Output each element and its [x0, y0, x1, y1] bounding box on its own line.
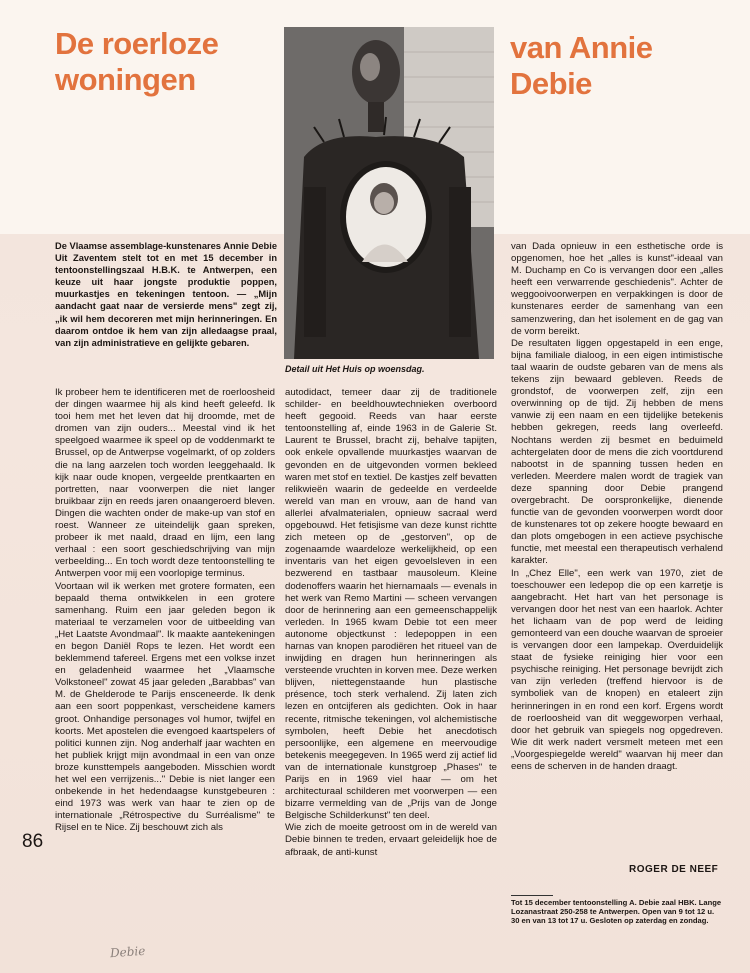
author-name: ROGER DE NEEF	[629, 864, 719, 875]
page-number: 86	[22, 831, 44, 852]
footnote-divider	[511, 895, 553, 896]
handwritten-signature: Debie	[109, 943, 146, 961]
text-column-3	[511, 241, 723, 773]
paragraph: Voortaan wil ik werken met grotere formaten, een bepaald thema ontwikkelen in een grotere samenhang. Ruim een jaar geleden begon ik materiaal te verzamelen voor de uitbeelding van „Het Laatste Avondmaal". Ik maakte aantekeningen en begon Daniël Rops te lezen. Het wordt een beklemmend tafereel. Ergens met een volkse inzet en geladenheid waarmee het „Vlaamsche Volkstoneel" zowat 45 jaar geleden „Barabbas" van M. de Ghelderode te Parijs ensceneerde. Ik denk aan een soort poppenkast, verscheidene kamers groot. Onhandige personages vol humor, twijfel en koorts. Met apostelen die evengoed kaartspelers of politici kunnen zijn. Nog anderhalf jaar wachten en het publiek krijgt mijn avondmaal in een van onze broze kunsttempels aangeboden. Misschien wordt het wel een verrijzenis..." Debie is niet langer een onbekende in het hedendaagse kunstgebeuren : eind 1973 was werk van haar te zien op de internationale „Rétrospective du Surréalisme" te Rijsel en te Nice. Zij beschouwt zich als	[55, 580, 275, 834]
artwork-photo	[284, 27, 494, 359]
text-column-2	[285, 387, 497, 859]
artwork-illustration	[284, 27, 494, 359]
text-column-1	[55, 387, 275, 834]
title-right: van Annie Debie	[510, 30, 653, 101]
footnote: Tot 15 december tentoonstelling A. Debie zaal HBK. Lange Lozanastraat 250-258 te Antwerpen. Open van 9 tot 12 u. 30 en van 13 tot 17 u. Gesloten op zaterdag en zondag.	[511, 898, 722, 926]
intro-paragraph: De Vlaamse assemblage-kunstenares Annie Debie Uit Zaventem stelt tot en met 15 december in tentoonstellingszaal H.B.K. te Antwerpen, een keuze uit haar jongste produktie poppen, muurkastjes en tekeningen tentoon. — „Mijn aandacht gaat naar de versierde mens" zegt zij, „ik wil hem decoreren met mijn herinneringen. En daarom ontdoe ik hem van zijn alledaagse praal, van zijn administratieve en gelijkte gebaren.	[55, 241, 277, 348]
paragraph: Ik probeer hem te identificeren met de roerloosheid der dingen waarmee hij als kind heeft geleefd. Ik tooi hem met het leven dat hij droomde, met de dromen van zijn ouders... Meestal vind ik het speelgoed waarmee ik speel op de voddenmarkt te Brussel, op de Antwerpse vogelmarkt, of op zolders die na lang aarzelen toch worden leeggehaald. Ik kijk naar oude knopen, vergeelde prentkaarten en portretten, naar voorwerpen die niet langer bruikbaar zijn en reeds jaren onaangeroerd bleven. Dingen die wachten onder de make-up van stof en roest. Wanneer ze uiteindelijk gaan spreken, probeer ik met naald, draad en lijm, een lang verhaal : een soort geschiedschrijving van mijn verbeelding... En toch wordt deze tentoonstelling te Antwerpen voor mij een voorlopige terminus.	[55, 387, 275, 580]
title-left: De roerloze woningen	[55, 26, 219, 97]
paragraph: In „Chez Elle", een werk van 1970, ziet de toeschouwer een ledepop die op een karretje is aangebracht. Het hart van het personage is vervangen door het nest van een haarlok. Achter het lichaam van de pop werd de leiding gemonteerd van een douche waarvan de sproeier is vervangen door een lampekap. Overduidelijk staat de fysieke reiniging hier voor een psychische reiniging. Het personage bevrijdt zich van zijn verleden (treffend hiervoor is de symboliek van de knopen) en etaleert zijn herinneringen in en rond een korf. Ergens wordt de roerloosheid van dit weggeworpen verhaal, door het gebruik van spiegels nog opgedreven. Wie dit werk nadert versmelt meteen met een „Voorgespiegelde wereld" waarvan hij meer dan eens de scherven in de handen draagt.	[511, 567, 723, 773]
paragraph: autodidact, temeer daar zij de traditionele schilder- en beeldhouwtechnieken overboord heeft gegooid. Reeds van haar eerste tentoonstelling af, einde 1963 in de Galerie St. Laurent te Brussel, bracht zij, behalve tapijten, ook enkele opvallende muurkastjes waarvan de gevonden en de uitgevonden vormen bekleed waren met stof en textiel. De kastjes zelf bevatten relikwieën waarin de gedeelde en verdeelde wereld van man en vrouw, aan de hand van allerlei afvalmaterialen, opnieuw sacraal werd opgebouwd. Het fetisjisme van deze kunst richtte zich meteen op de „gestorven", op de zogenaamde waardeloze werkelijkheid, op een inventaris van het eigen gevoelsleven in een bezwerend en tastbaar mausoleum. Kleine dodenoffers waarin het hiernamaals — evenals in het werk van Remo Martini — scheen vervangen door de herinnering aan een gemeenschappelijk verleden. In 1965 kwam Debie tot een meer autonome objectkunst : ledepoppen in een harnas van knopen parodiëren het ritueel van de inwijding en dragen hun herinneringen als versteende vruchten in korven mee. Deze werken blijven, niettegenstaande hun plastische présence, toch sterk verhalend. Zij laten zich lezen en ontcijferen als gedichten. Ook in haar recente, ritmische tekeningen, vol alchemistische symbolen, heeft Debie het anecdotisch persoonlijke, een algemene en meervoudige betekenis meegegeven. In 1965 werd zij actief lid van de internationale kunstgroep „Phases" te Parijs en in 1969 viel haar — om het architecturaal schilderen met voorwerpen — een bizarre vermelding van de „Prijs van de Jonge Belgische Schilderkunst" ten deel.	[285, 387, 497, 822]
paragraph: van Dada opnieuw in een esthetische orde is opgenomen, hoe het „alles is kunst"-ideaal van M. Duchamp en Co is vervangen door een „alles heeft een verwarrende geschiedenis". Achter de weggooivoorwerpen en verpakkingen is door de kunstenares eerder de samenhang van een samenzwering, dan het isolement en de gag van de vorm bereikt.	[511, 241, 723, 337]
paragraph: Wie zich de moeite getroost om in de wereld van Debie binnen te treden, ervaart geleidelijk hoe de afbraak, de anti-kunst	[285, 822, 497, 858]
photo-caption: Detail uit Het Huis op woensdag.	[285, 364, 425, 374]
paragraph: De resultaten liggen opgestapeld in een enge, bijna familiale dialoog, in een eigen intimistische taal waarin de oudste gebaren van de mens als tekens zijn bewaard gebleven. Reeds de grondstof, de voorwerpen zelf, zijn een overwinning op de tijd. Zij hebben de mens vanwie zij een naam en een tijdelijke betekenis hebben gekregen, reeds lang overleefd. Nochtans werden zij besmet en beduimeld achtergelaten door de mens die zich voortdurend nabootst in de spanning tussen heden en verleden. Meerdere malen wordt de tragiek van deze spanning door Debie prangend overgebracht. De oorspronkelijke, dienende functie van de gevonden voorwerpen wordt door de kunstenares tot op zekere hoogte bewaard en dan plots omgebogen in een actieve psychische functie, met meestal een therapeutisch verhalend karakter.	[511, 337, 723, 567]
